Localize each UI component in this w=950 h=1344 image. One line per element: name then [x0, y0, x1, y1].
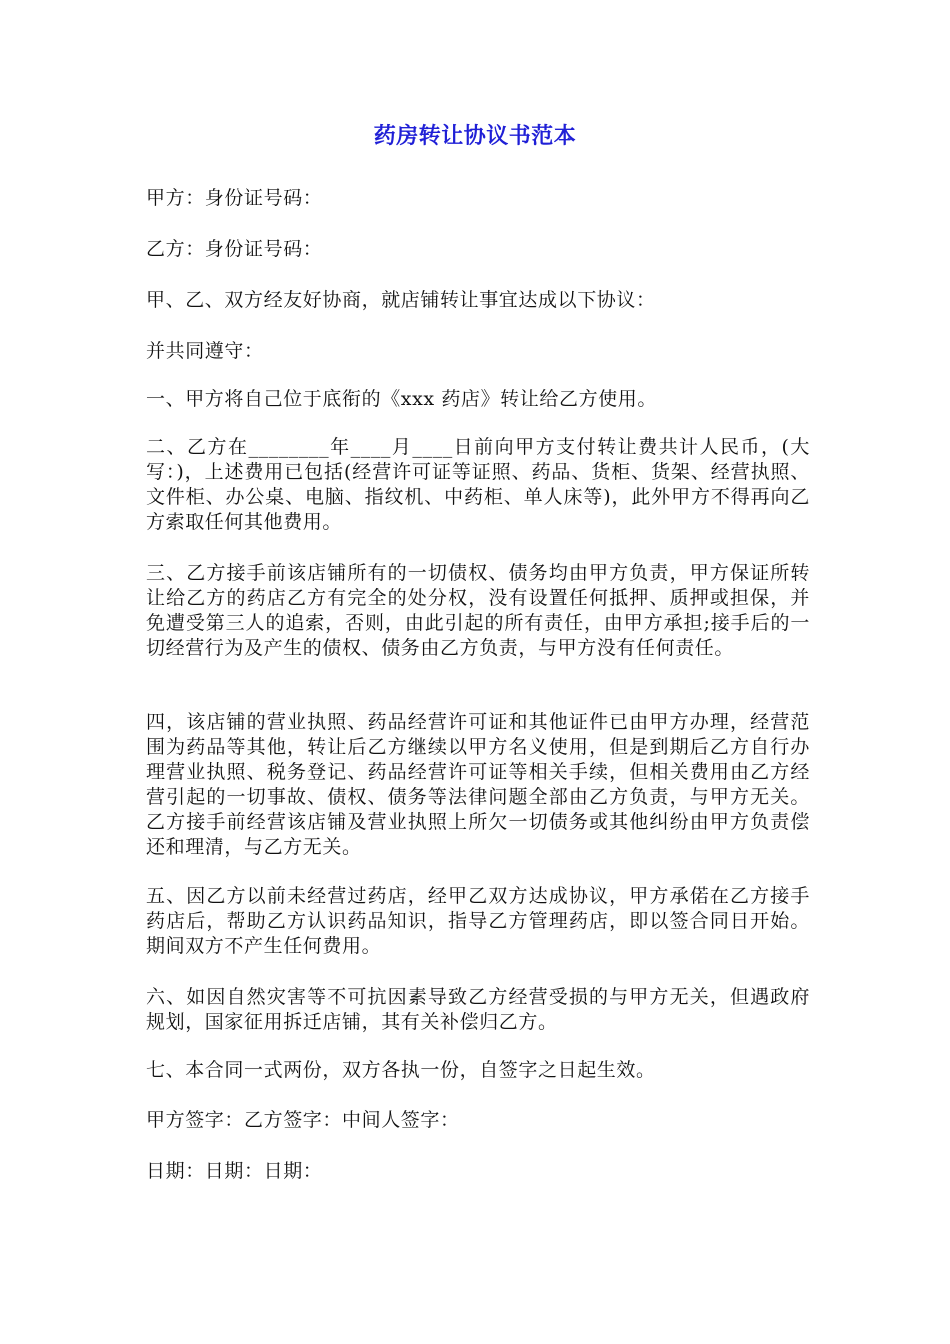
date-line: 日期：日期：日期： [146, 1160, 323, 1182]
clause-4: 四，该店铺的营业执照、药品经营许可证和其他证件已由甲方办理，经营范围为药品等其他，转让后乙方继续以甲方名义使用，但是到期后乙方自行办理营业执照、税务登记、药品经营许可证等相关手续，但相关费用由乙方经营引起的一切事故、债权、债务等法律问题全部由乙方负责，与甲方无关。乙方接手前经营该店铺及营业执照上所欠一切债务或其他纠纷由甲方负责偿还和理清，与乙方无关。 [146, 711, 810, 858]
document-title: 药房转让协议书范本 [373, 124, 577, 149]
party-a-line: 甲方：身份证号码： [146, 187, 323, 209]
party-b-line: 乙方：身份证号码： [146, 238, 323, 260]
clause-7: 七、本合同一式两份，双方各执一份，自签字之日起生效。 [146, 1059, 656, 1081]
clause-5: 五、因乙方以前未经营过药店，经甲乙双方达成协议，甲方承偌在乙方接手药店后，帮助乙方认识药品知识，指导乙方管理药店，即以签合同日开始。期间双方不产生任何费用。 [146, 885, 810, 957]
clause-6: 六、如因自然灾害等不可抗因素导致乙方经营受损的与甲方无关，但遇政府规划，国家征用拆迁店铺，其有关补偿归乙方。 [146, 986, 810, 1033]
clause-2: 二、乙方在________年____月____日前向甲方支付转让费共计人民币，(大写：)，上述费用已包括(经营许可证等证照、药品、货柜、货架、经营执照、文件柜、办公桌、电脑、指纹机、中药柜、单人床等)，此外甲方不得再向乙方索取任何其他费用。 [146, 436, 810, 533]
agreement-intro-continued: 并共同遵守： [146, 340, 264, 362]
clause-3: 三、乙方接手前该店铺所有的一切债权、债务均由甲方负责，甲方保证所转让给乙方的药店乙方有完全的处分权，没有设置任何抵押、质押或担保，并免遭受第三人的追索，否则，由此引起的所有责任，由甲方承担;接手后的一切经营行为及产生的债权、债务由乙方负责，与甲方没有任何责任。 [146, 562, 810, 659]
agreement-intro: 甲、乙、双方经友好协商，就店铺转让事宜达成以下协议： [146, 289, 656, 311]
signature-line: 甲方签字：乙方签字：中间人签字： [146, 1109, 460, 1131]
clause-1: 一、甲方将自己位于底衔的《xxx 药店》转让给乙方使用。 [146, 388, 657, 410]
